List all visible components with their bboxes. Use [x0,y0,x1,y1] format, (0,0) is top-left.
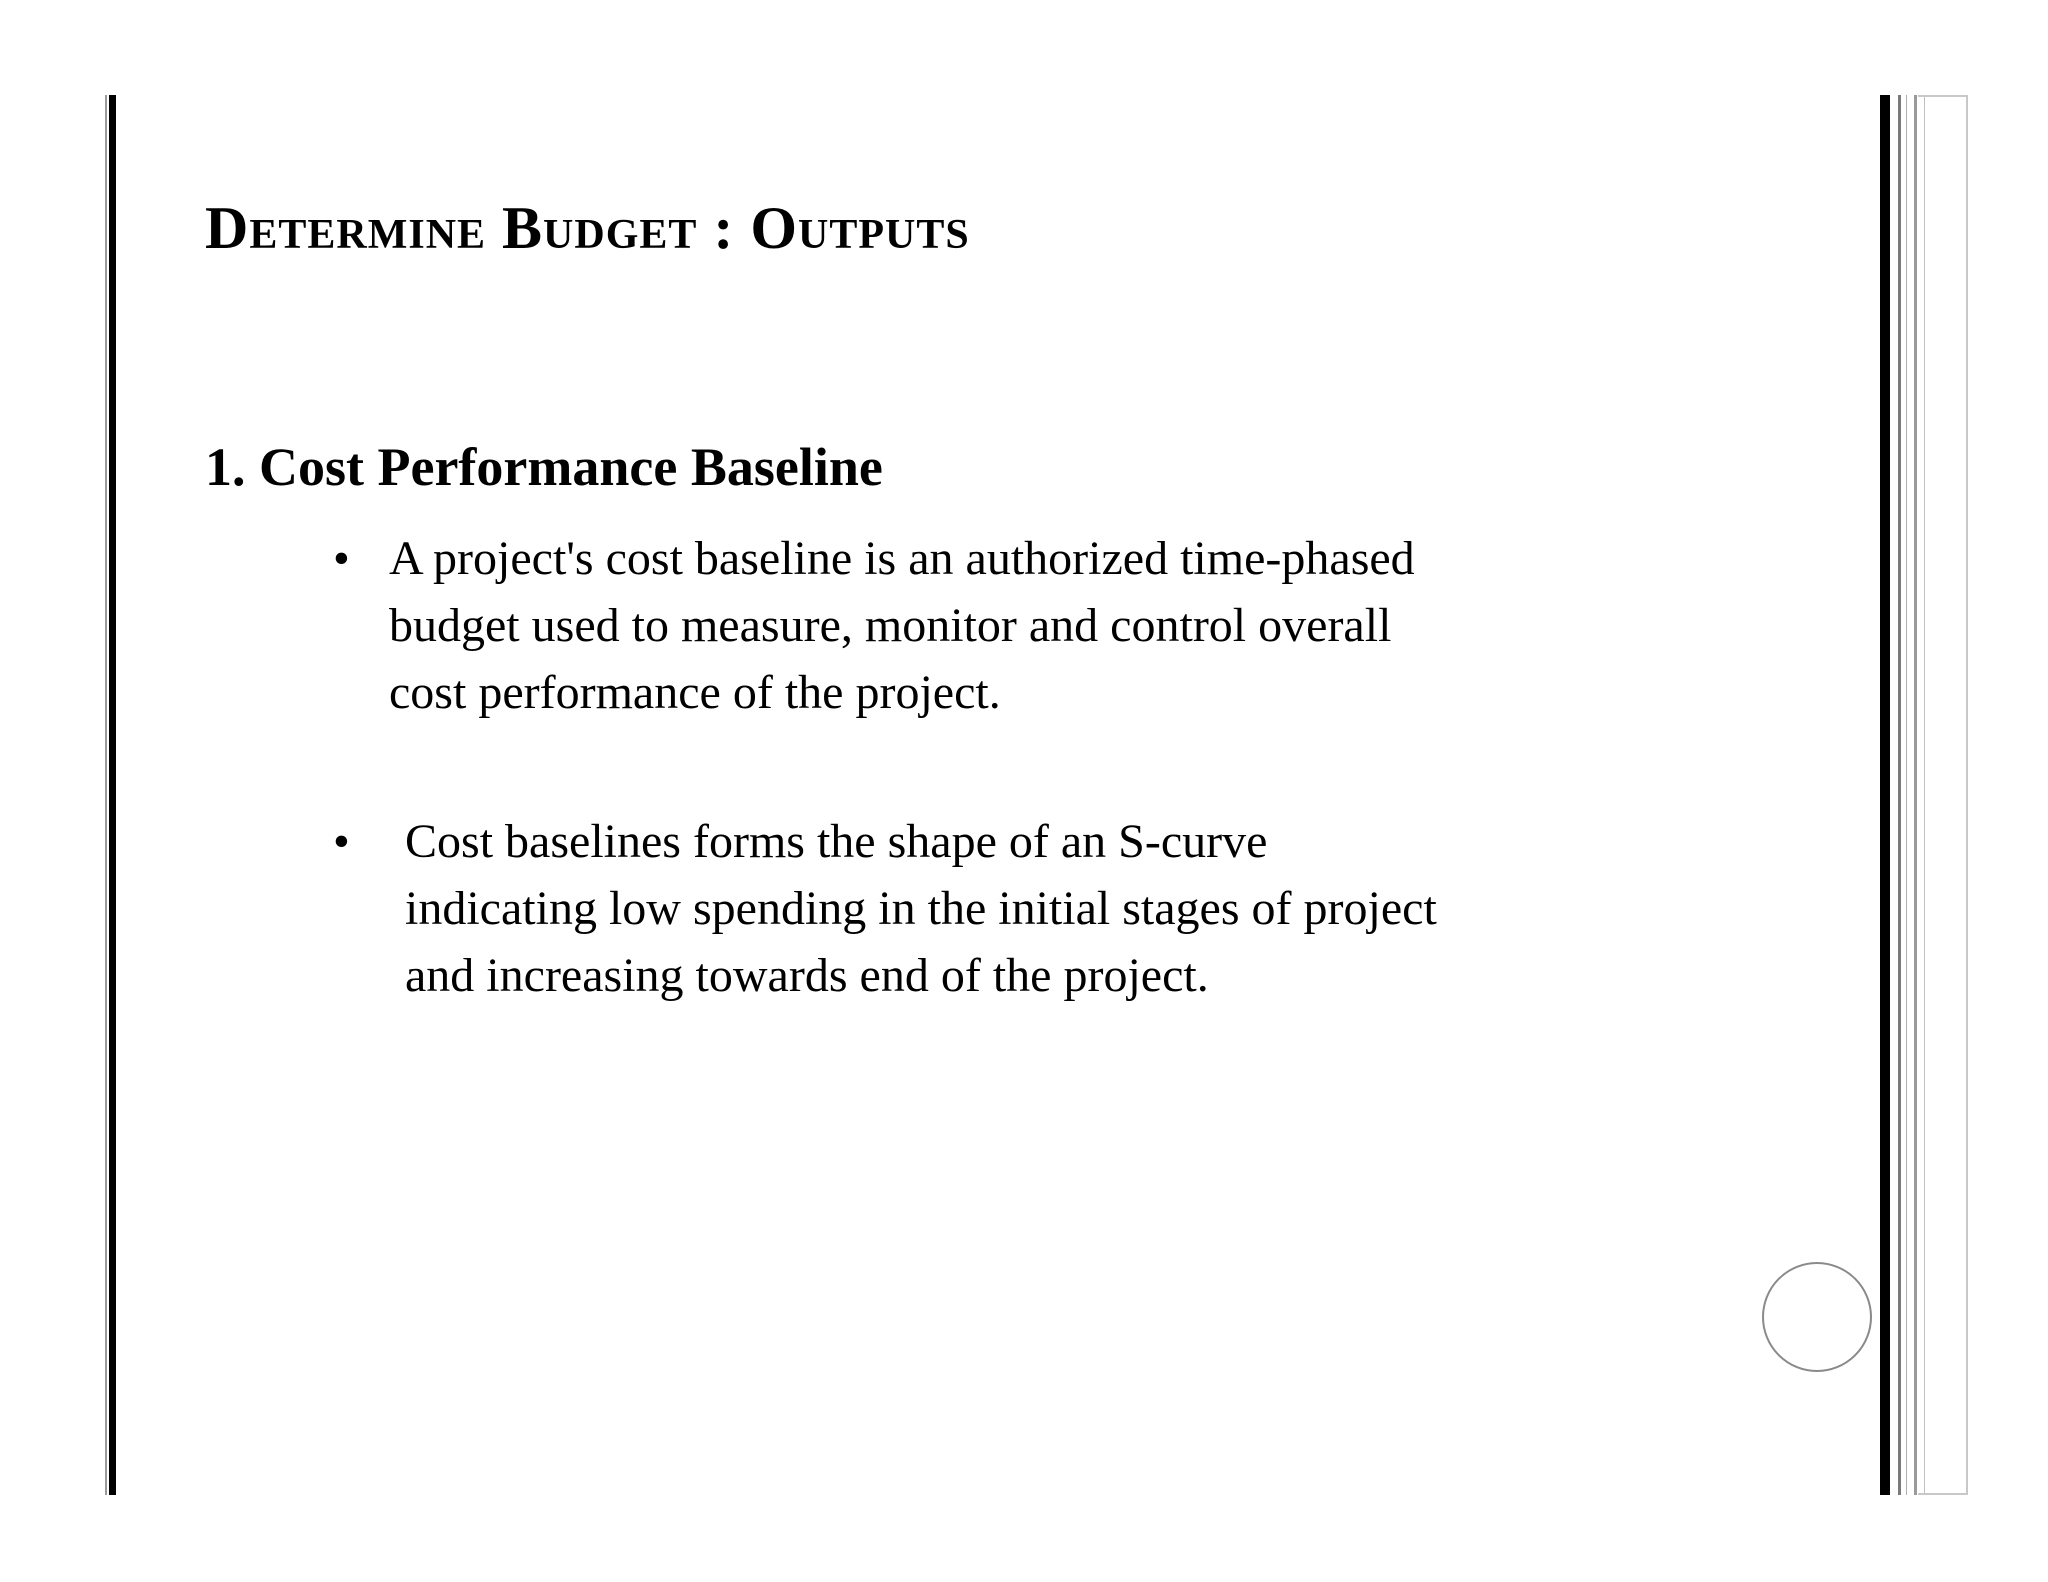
bullet-text: Cost baselines forms the shape of an S-curve indicating low spending in the initial stages of project and increasing towards end of the project. [405,815,1437,1002]
section-heading: 1. Cost Performance Baseline [205,437,883,497]
bullet-item [333,808,1633,1028]
bullet-text: A project's cost baseline is an authorized time-phased budget used to measure, monitor and control overall cost performance of the project. [389,532,1415,719]
right-border-frame [1918,95,1968,1495]
left-border-thin-line [105,95,107,1495]
bullet-item [333,525,1633,745]
bullet-icon: • [333,815,350,868]
slide-title: Determine Budget : Outputs [205,195,970,261]
right-border-line [1898,95,1901,1495]
bullet-icon: • [333,532,350,585]
left-border-thick-line [109,95,116,1495]
right-border-line [1914,95,1917,1495]
right-border-line [1906,95,1907,1495]
decorative-circle [1762,1262,1872,1372]
right-border-thick-line [1880,95,1890,1495]
